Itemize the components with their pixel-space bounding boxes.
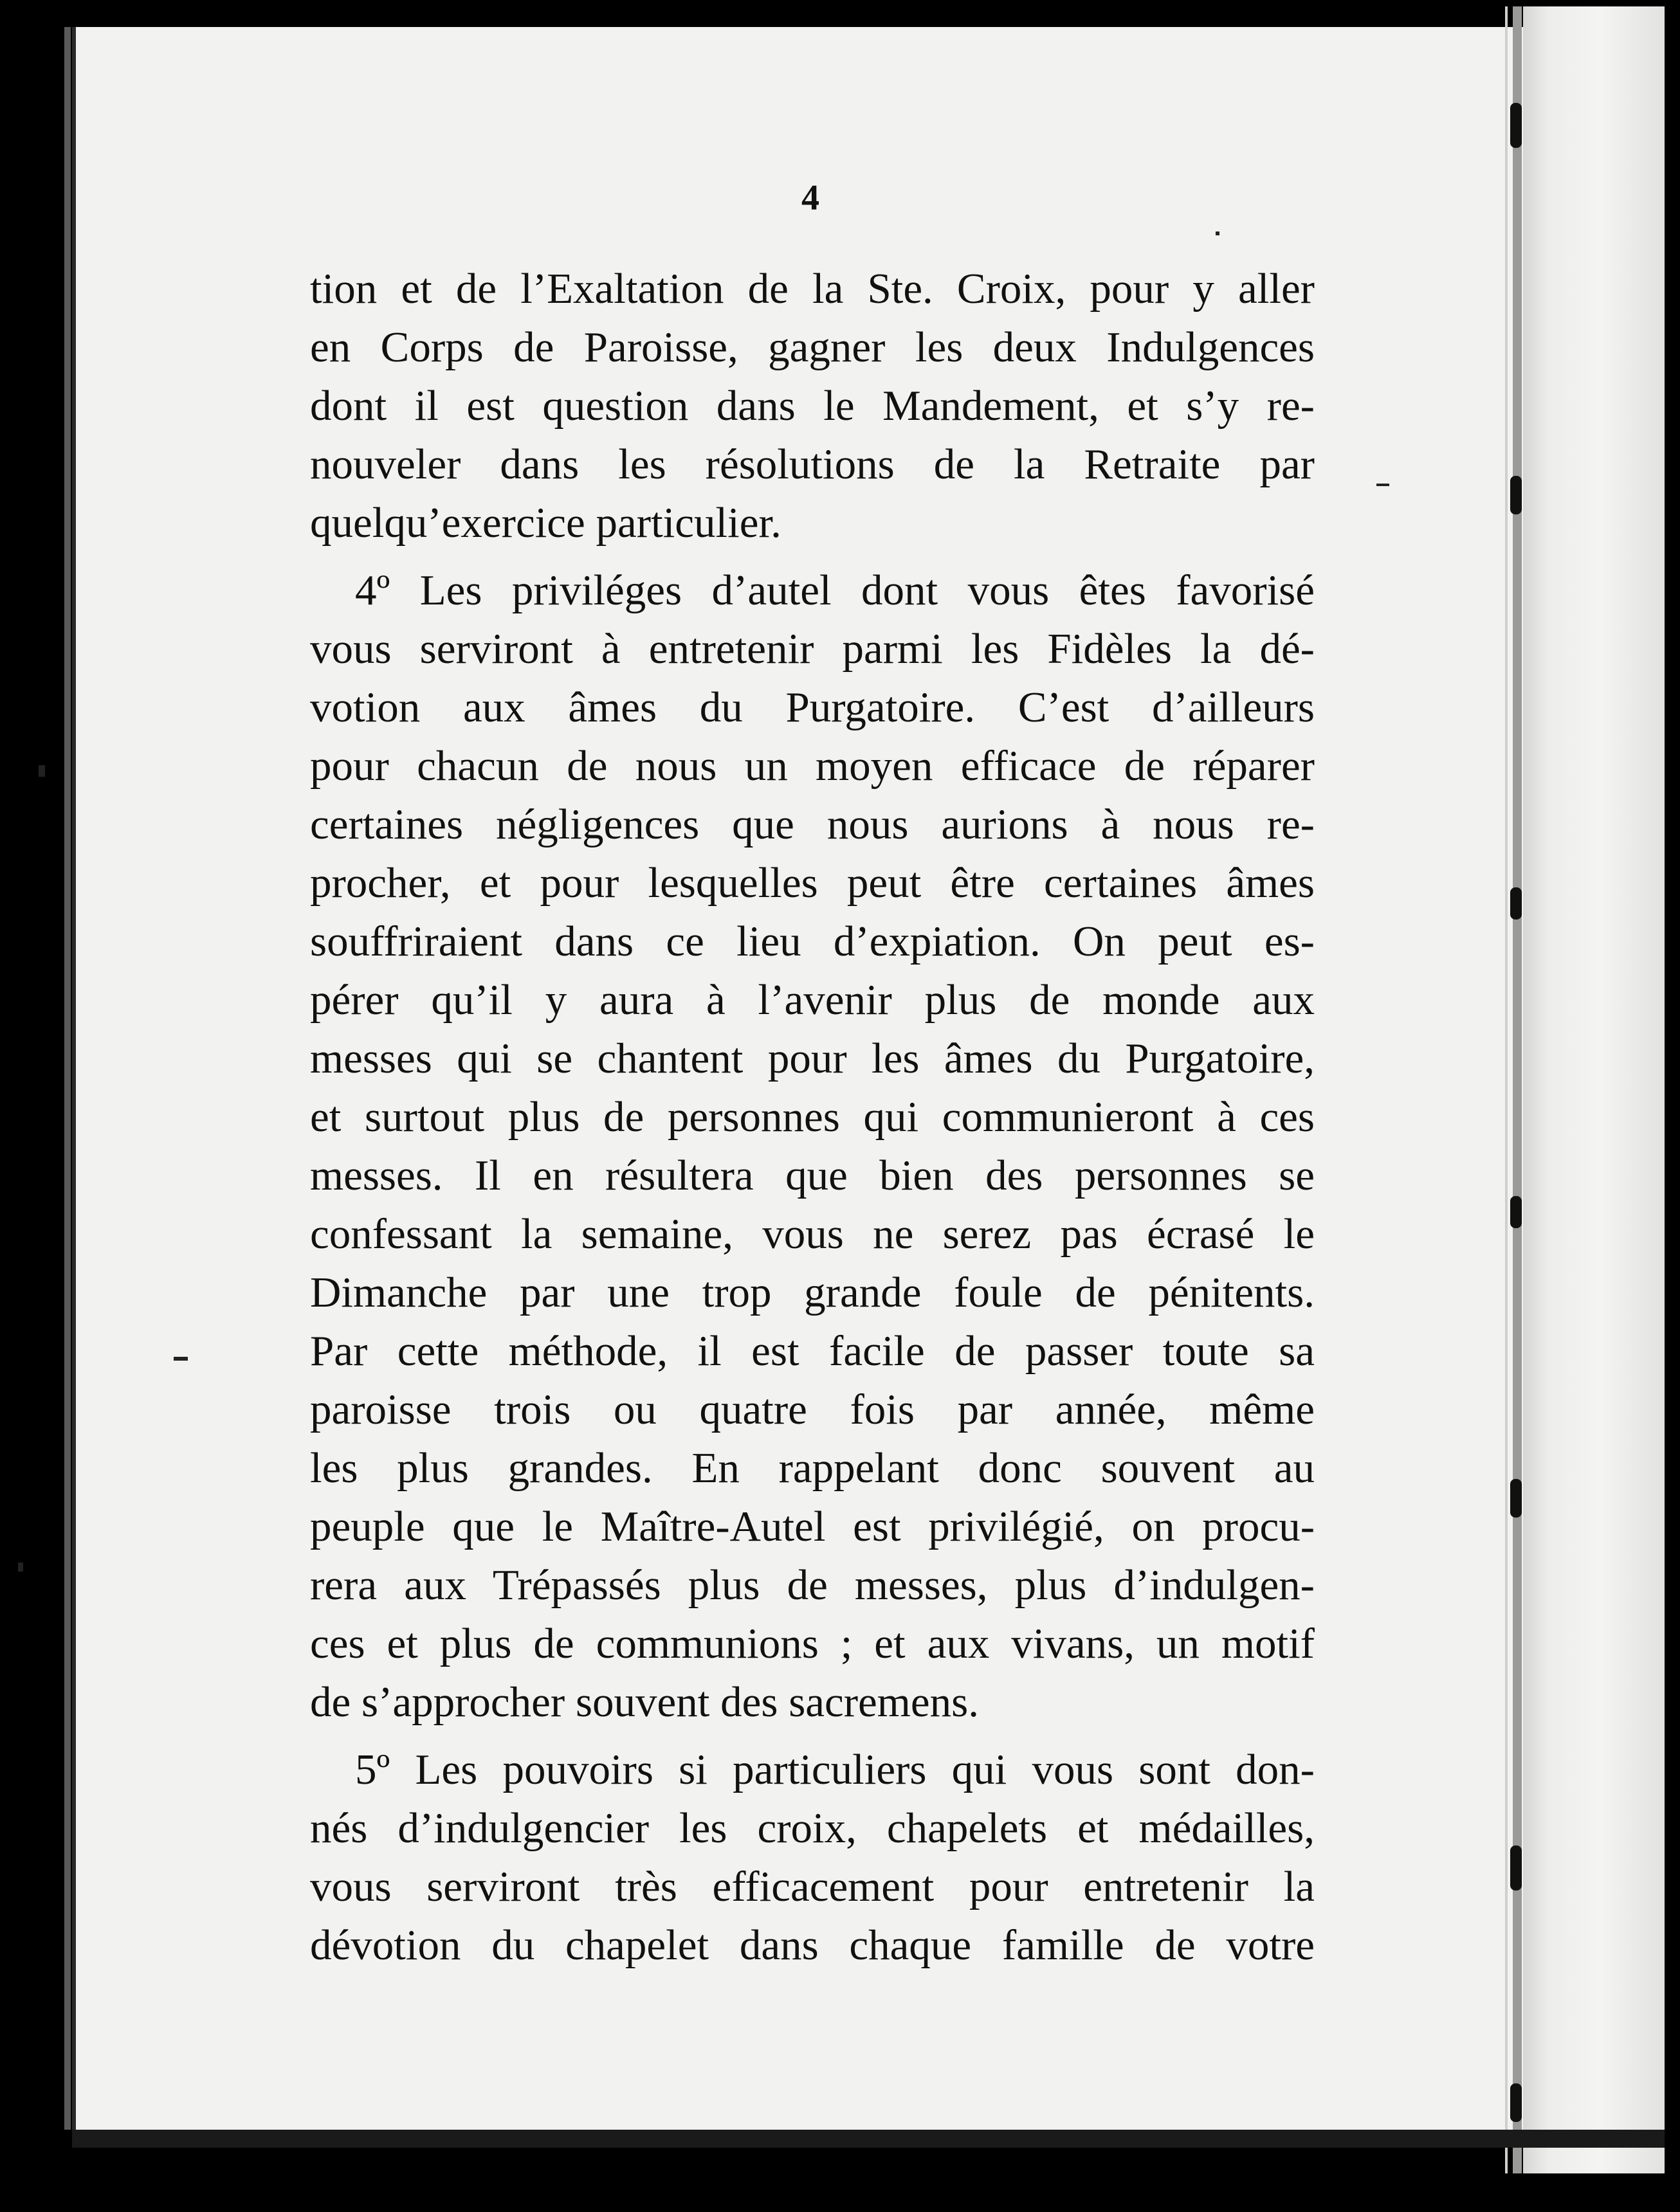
text-line: confessant la semaine, vous ne serez pas écrasé le [310,1210,1315,1258]
text-line: vous serviront très efficacement pour entretenir la [310,1863,1315,1910]
text-line: peuple que le Maître-Autel est privilégié, on procu- [310,1503,1315,1550]
text-line: nouveler dans les résolutions de la Retraite par [310,440,1315,488]
text-line: procher, et pour lesquelles peut être certaines âmes [310,859,1315,907]
scan-speck [174,1357,188,1361]
scan-speck [18,1563,23,1572]
paragraph [310,1741,1315,1975]
left-page-edge [64,27,71,2130]
scan-bottom-edge [72,2130,1665,2148]
paragraph-gap [310,1732,1315,1741]
text-line: Dimanche par une trop grande foule de pénitents. [310,1269,1315,1316]
scan-speck [39,765,45,777]
binding-stitch [1510,2083,1522,2122]
body-text [310,260,1315,1975]
text-line: souffriraient dans ce lieu d’expiation. On peut es- [310,918,1315,965]
text-line: paroisse trois ou quatre fois par année, même [310,1386,1315,1433]
text-line: pérer qu’il y aura à l’avenir plus de monde aux [310,976,1315,1024]
text-line: vous serviront à entretenir parmi les Fidèles la dé- [310,625,1315,673]
gutter-line [1505,6,1508,2173]
paragraph [310,561,1315,1732]
text-line: certaines négligences que nous aurions à nous re- [310,801,1315,848]
binding-stitch [1510,1845,1522,1890]
page-number: 4 [801,178,819,218]
text-line: les plus grandes. En rappelant donc souvent au [310,1444,1315,1492]
text-line: quelqu’exercice particulier. [310,499,781,547]
facing-page-edge [1523,6,1665,2173]
text-line: de s’approcher souvent des sacremens. [310,1678,979,1726]
scan-speck [1376,484,1389,486]
text-line: tion et de l’Exaltation de la Ste. Croix, pour y aller [310,265,1315,313]
text-line: et surtout plus de personnes qui communieront à ces [310,1093,1315,1141]
paragraph [310,260,1315,552]
text-line: messes qui se chantent pour les âmes du Purgatoire, [310,1035,1315,1082]
binding-stitch [1510,1479,1522,1518]
text-line: 4º Les priviléges d’autel dont vous êtes favorisé [355,567,1315,614]
text-line: nés d’indulgencier les croix, chapelets et médailles, [310,1804,1315,1852]
text-line: rera aux Trépassés plus de messes, plus d’indulgen- [310,1561,1315,1609]
binding-stitch [1510,1196,1522,1228]
text-line: messes. Il en résultera que bien des personnes se [310,1152,1315,1199]
binding-stitch [1510,476,1522,514]
text-line: dont il est question dans le Mandement, et s’y re- [310,382,1315,430]
text-line: ces et plus de communions ; et aux vivans, un motif [310,1620,1315,1667]
binding-stitch [1510,887,1522,920]
text-line: votion aux âmes du Purgatoire. C’est d’ailleurs [310,684,1315,731]
text-line: pour chacun de nous un moyen efficace de réparer [310,742,1315,790]
text-line: dévotion du chapelet dans chaque famille de votre [310,1921,1315,1969]
text-line: Par cette méthode, il est facile de passer toute sa [310,1327,1315,1375]
text-line: 5º Les pouvoirs si particuliers qui vous sont don- [355,1746,1315,1793]
scan-speck [1216,231,1219,235]
text-line: en Corps de Paroisse, gagner les deux Indulgences [310,323,1315,371]
paragraph-gap [310,552,1315,561]
binding-stitch [1510,103,1522,148]
